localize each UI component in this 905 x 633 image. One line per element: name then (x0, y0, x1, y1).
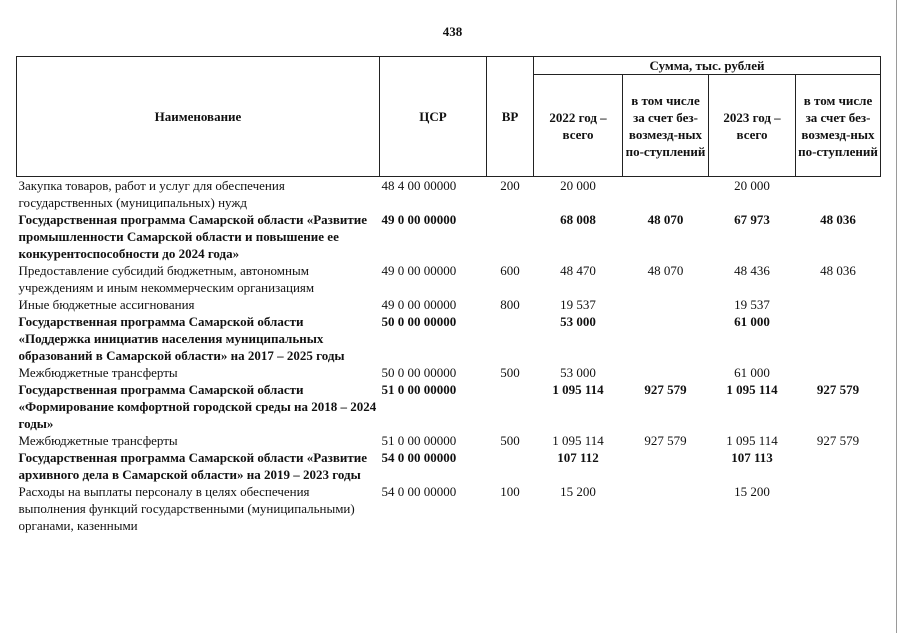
header-2023-total: 2023 год – всего (709, 75, 796, 177)
row-2022-total: 1 095 114 (552, 382, 604, 397)
row-csr: 51 0 00 00000 (381, 382, 457, 397)
row-vr (487, 313, 534, 364)
table-row (17, 483, 881, 534)
row-2023-total: 20 000 (734, 178, 770, 193)
row-csr: 49 0 00 00000 (381, 263, 457, 278)
row-csr: 48 4 00 00000 (381, 178, 457, 193)
header-sum: Сумма, тыс. рублей (534, 57, 881, 75)
row-2022-grants: 48 070 (647, 212, 684, 227)
page-number: 438 (442, 24, 463, 39)
row-2022-grants (623, 296, 709, 313)
row-2022-grants (623, 313, 709, 364)
row-2022-total: 15 200 (560, 484, 596, 499)
row-vr (487, 211, 534, 262)
row-2022-total: 20 000 (560, 178, 596, 193)
row-csr: 50 0 00 00000 (381, 314, 457, 329)
row-2022-total: 53 000 (560, 314, 596, 329)
row-name: Межбюджетные трансферты (18, 433, 178, 448)
row-2023-grants: 48 036 (820, 212, 856, 227)
row-2023-grants (796, 483, 881, 534)
header-vr: ВР (487, 57, 534, 177)
row-name: Государственная программа Самарской области «Поддержка инициатив населения муниципальных образований в Самарской области» на 2017 – 2025 годы (18, 314, 345, 363)
row-name: Межбюджетные трансферты (18, 365, 178, 380)
row-2022-grants (623, 364, 709, 381)
program-row (17, 449, 881, 483)
program-row (17, 381, 881, 432)
row-2022-grants: 927 579 (644, 382, 687, 397)
row-2023-grants (796, 364, 881, 381)
table-row (17, 432, 881, 449)
row-csr: 50 0 00 00000 (381, 365, 457, 380)
row-2022-total: 53 000 (560, 365, 596, 380)
row-2023-grants (796, 177, 881, 212)
row-csr: 51 0 00 00000 (381, 433, 457, 448)
row-name: Государственная программа Самарской области «Формирование комфортной городской среды на 2018 – 2024 годы» (18, 382, 377, 431)
row-name: Закупка товаров, работ и услуг для обеспечения государственных (муниципальных) нужд (18, 178, 285, 210)
row-name: Иные бюджетные ассигнования (18, 297, 195, 312)
row-csr: 54 0 00 00000 (381, 450, 457, 465)
row-2022-grants (623, 177, 709, 212)
row-2023-total: 19 537 (734, 297, 770, 312)
table-row (17, 296, 881, 313)
header-csr: ЦСР (380, 57, 487, 177)
row-vr: 200 (500, 178, 520, 193)
row-2023-total: 67 973 (734, 212, 770, 227)
row-2022-grants (623, 449, 709, 483)
header-2022-total: 2022 год – всего (534, 75, 623, 177)
row-2023-grants (796, 296, 881, 313)
row-name: Предоставление субсидий бюджетным, автономным учреждениям и иным некоммерческим организациям (18, 263, 315, 295)
header-name: Наименование (17, 57, 380, 177)
row-2023-total: 1 095 114 (726, 433, 778, 448)
row-2022-grants (623, 483, 709, 534)
table-row (17, 364, 881, 381)
row-vr (487, 449, 534, 483)
row-2023-grants (796, 313, 881, 364)
row-2022-total: 68 008 (560, 212, 596, 227)
row-name: Расходы на выплаты персоналу в целях обеспечения выполнения функций государственными (муниципальными) органами, казенными (18, 484, 355, 533)
row-2023-grants: 927 579 (816, 433, 860, 448)
program-row (17, 313, 881, 364)
row-2023-total: 48 436 (734, 263, 770, 278)
row-2023-total: 61 000 (734, 314, 770, 329)
row-vr: 100 (500, 484, 520, 499)
row-2023-total: 15 200 (734, 484, 770, 499)
scan-edge-line (896, 0, 897, 633)
row-2023-grants: 927 579 (816, 382, 860, 397)
table-row (17, 262, 881, 296)
row-vr: 800 (500, 297, 520, 312)
row-2022-total: 48 470 (560, 263, 596, 278)
program-row (17, 211, 881, 262)
header-2022-grants: в том числе за счет без-возмезд-ных по-ступлений (623, 75, 709, 177)
row-csr: 49 0 00 00000 (381, 297, 457, 312)
row-2023-total: 1 095 114 (726, 382, 778, 397)
row-2022-total: 107 112 (557, 450, 599, 465)
row-csr: 54 0 00 00000 (381, 484, 457, 499)
row-2022-total: 1 095 114 (552, 433, 604, 448)
row-vr: 500 (500, 365, 520, 380)
row-name: Государственная программа Самарской области «Развитие промышленности Самарской области и повышение ее конкурентоспособности до 2024 года» (18, 212, 368, 261)
row-2023-grants: 48 036 (820, 263, 856, 278)
row-2023-total: 107 113 (731, 450, 773, 465)
row-name: Государственная программа Самарской области «Развитие архивного дела в Самарской области» на 2019 – 2023 годы (18, 450, 368, 482)
table-row (17, 177, 881, 212)
row-2022-grants: 927 579 (644, 433, 687, 448)
row-vr: 500 (500, 433, 520, 448)
row-vr: 600 (500, 263, 520, 278)
row-2023-total: 61 000 (734, 365, 770, 380)
row-2022-total: 19 537 (560, 297, 596, 312)
row-2023-grants (796, 449, 881, 483)
budget-table (16, 56, 881, 534)
header-2023-grants: в том числе за счет без-возмезд-ных по-ступлений (796, 75, 881, 177)
row-vr (487, 381, 534, 432)
row-2022-grants: 48 070 (647, 263, 684, 278)
row-csr: 49 0 00 00000 (381, 212, 457, 227)
